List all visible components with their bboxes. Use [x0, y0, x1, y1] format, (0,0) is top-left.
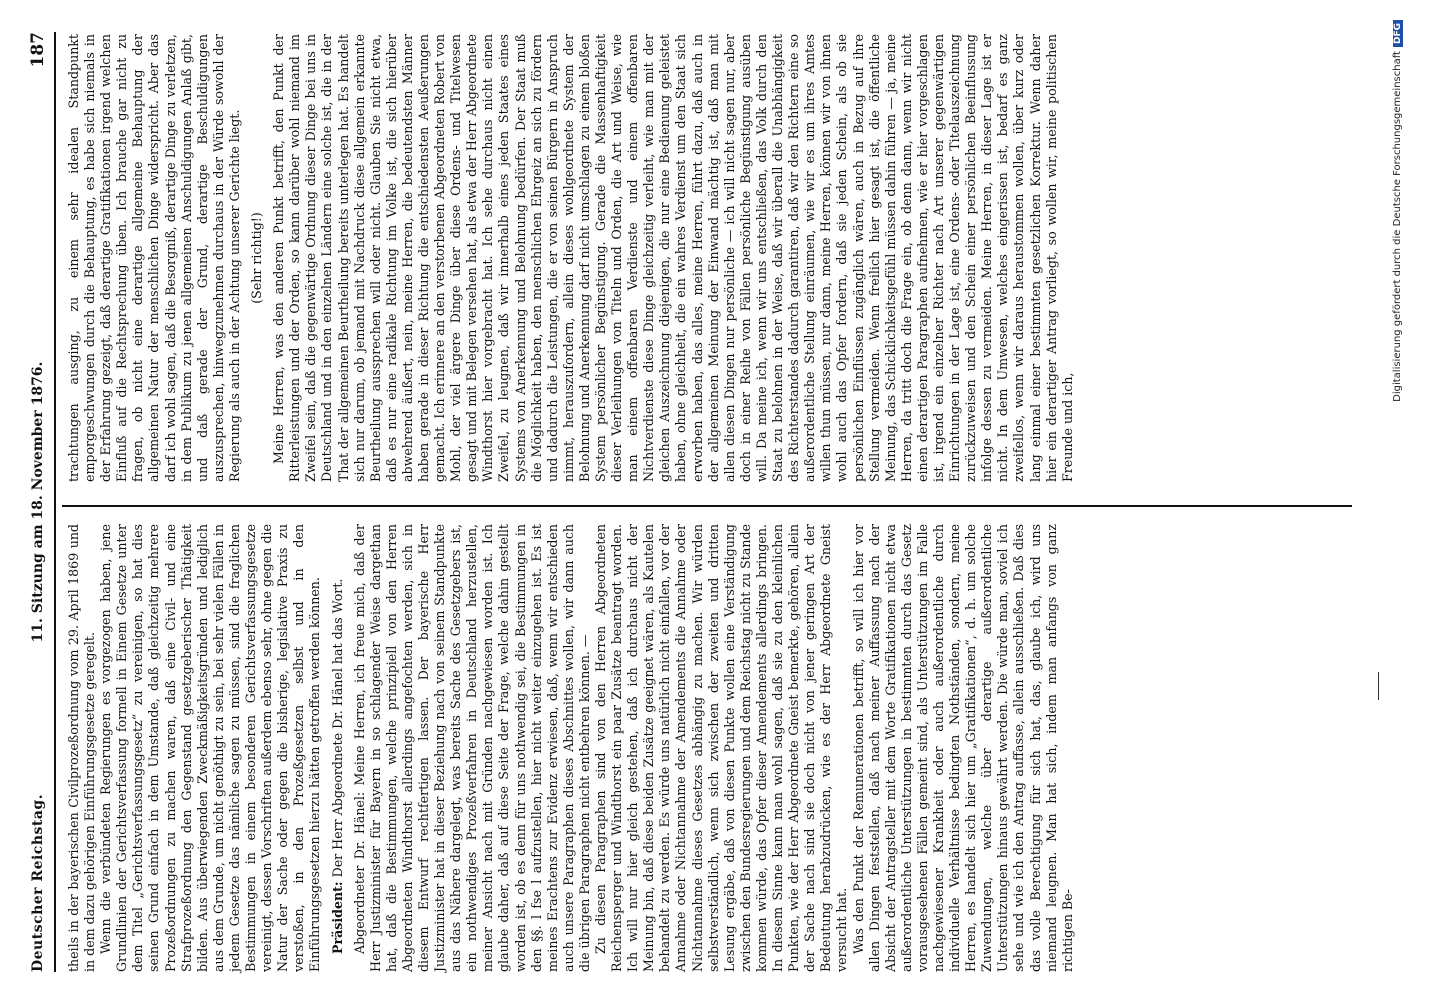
left-paragraph-2: Wenn die verbündeten Regierungen es vorgezogen haben, jene Grundlinien der Gerichtsverfassung formell in Einem Gesetze unter dem Titel „Gerichtsverfassungsgesetz“ zu vereinigen, so hat dies seinen Grund einfach in dem Umstande, daß gleichzeitig mehrere Prozeßordnungen zu machen waren, daß eine Civil- und eine Strafprozeßordnung den Gegenstand gesetzgeberischer Thätigkeit bilden. Aus überwiegenden Zweckmäßigkeitsgründen und lediglich aus dem Grunde, um nicht genöthigt zu sein, bei sehr vielen Fällen in jedem Gesetze das nämliche sagen zu müssen, sind die fraglichen Bestimmungen in einem besonderen Gerichtsverfassungsgesetze vereinigt, dessen Vorschriften außerdem ebenso sehr, ohne gegen die Natur der Sache oder gegen die bisherige, legislative Praxis zu verstoßen, in den Prozeßgesetzen selbst und in den Einführungsgesetzen hierzu hätten getroffen werden können. — [98, 524, 323, 972]
right-paragraph-1: trachtungen ausging, zu einem sehr idealen Standpunkt emporgeschwungen durch die Behauptung, es habe sich niemals in der Erfahrung gezeigt, daß derartige Gratifikationen irgend welchen Einfluß auf die Rechtsprechung üben. Ich brauche gar nicht zu fragen, ob nicht eine derartige allgemeine Behauptung der allgemeinen Natur der menschlichen Dinge widerspricht. Aber das darf ich wohl sagen, daß die Besorgniß, derartige Dinge zu verletzen, in dem Publikum zu jenen allgemeinen Anschuldigungen Anlaß gibt, und daß gerade der Grund, derartige Beschuldigungen auszusprechen, hinwegzunehmen durchaus in der Würde sowohl der Regierung als auch in der Achtung unserer Gerichte liegt. — [66, 34, 242, 482]
right-column — [66, 34, 1076, 482]
left-paragraph-1: theils in der bayerischen Civilprozeßordnung vom 29. April 1869 und in dem dazu gehörigen Einführungsgesetze geregelt. — [66, 524, 98, 972]
president-text: Der Herr Abgeordnete Dr. Hänel hat das Wort. — [329, 578, 345, 878]
left-column — [66, 524, 1076, 972]
applause-note: (Sehr richtig!) — [249, 212, 265, 304]
left-paragraph-5: Was den Punkt der Remunerationen betrifft, so will ich hier vor allen Dingen feststellen, daß nach meiner Auffassung nach der Absicht der Antragsteller mit dem Worte Gratifikationen nicht etwa außerordentliche Unterstützungen in bestimmten durch das Gesetz vorausgesehenen Fällen gemeint sind, als Unterstützungen im Falle nachgewiesener Krankheit oder auch außerordentliche durch individuelle Verhältnisse bedingten Nothständen, sondern, meine Herren, es handelt sich hier um „Gratifikationen“, d. h. um solche Zuwendungen, welche über derartige außerordentliche Unterstützungen hinaus gewährt werden. Die würde man, soviel ich sehe und wie ich den Antrag auffasse, allein ausschließen. Daß dies das volle Berechtigung für sich hat, das, glaube ich, wird uns niemand leugnen. Man hat sich, indem man anfangs von ganz richtigen Be- — [850, 524, 1075, 972]
president-statement — [330, 524, 346, 972]
left-paragraph-3: Abgeordneter Dr. Hänel: Meine Herren, ich freue mich, daß der Herr Justizminister für Bayern in so schlagender Weise dargethan hat, daß die Bestimmungen, welche prinzipiell von den Herren Abgeordneten Windthorst allerdings angefochten werden, sich in diesem Entwurf rechtfertigen lassen. Der bayerische Herr Justizminister hat in dieser Beziehung nach von seinem Standpunkte aus das Nähere dargelegt, was bereits Sache des Gesetzgebers ist, ein nothwendiges Prozeßverfahren in Deutschland herzustellen, meiner Ansicht nach mit Gründen nachgewiesen worden ist. Ich glaube daher, daß auf diese Seite der Frage, welche dahin gestellt worden ist, ob es denn für uns nothwendig sei, die Bestimmungen in den §§. l fse l aufzustellen, hier nicht weiter einzugehen ist. Es ist meines Erachtens zur Evidenz erwiesen, daß, wenn wir entschieden auch unsere Paragraphen dieses Abschnittes wollen, wir dann auch die übrigen Paragraphen nicht entbehren können. — — [351, 524, 592, 972]
credit-text: Digitalisierung gefördert durch die Deutsche Forschungsgemeinschaft — [1392, 51, 1403, 402]
session-title: 11. Sitzung am 18. November 1876. — [30, 361, 46, 643]
page-number: 187 — [28, 32, 48, 68]
page-header — [28, 32, 56, 972]
scan-mark — [1378, 672, 1379, 700]
left-paragraph-4: Zu diesen Paragraphen sind von den Herren Abgeordneten Reichensperger und Windthorst ein paar Zusätze beantragt worden. Ich will nur hier gleich gestehen, daß ich durchaus nicht der Meinung bin, daß diese beiden Zusätze geeignet wären, als Kautelen behandelt zu werden. Es würde uns natürlich nicht einfallen, vor der Annahme oder Nichtannahme der Amendements die Annahme oder Nichtannahme dieses Gesetzes abhängig zu machen. Wir würden selbstverständlich, wenn sich zwischen der zweiten und dritten Lesung ergäbe, daß von diesen Punkte wollen eine Verständigung zwischen den Bundesregierungen und dem Reichstag nicht zu Stande kommen würde, das Opfer dieser Amendements allerdings bringen. In diesem Sinne kann man wohl sagen, daß sie zu den kleinlichen Punkten, wie der Herr Abgeordnete Gneist bemerkte, gehören, allein der Sache nach sind sie doch nicht von jener geringen Art der Bedeutung herabzudrücken, wie es der Herr Abgeordnete Gneist versucht hat. — [593, 524, 850, 972]
journal-title: Deutscher Reichstag. — [30, 793, 46, 972]
digitization-credit — [1392, 20, 1403, 440]
right-paragraph-2: Meine Herren, was den anderen Punkt betrifft, den Punkt der Ritterleistungen und der Orden, so kann darüber wohl niemand im Zweifel sein, daß die gegenwärtige Ordnung dieser Dinge bei uns in Deutschland und in den einzelnen Ländern eine solche ist, die in der That der allgemeinen Beurtheilung bereits unterlegen hat. Es handelt sich nur darum, ob jemand mit Nachdruck diese allgemein erkannte Beurtheilung aussprechen will oder nicht. Glauben Sie nicht etwa, daß es nur eine radikale Richtung im Volke ist, die sich hierüber abwehrend äußert, nein, meine Herren, die bedeutendsten Männer haben gerade in dieser Richtung die entschiedensten Aeußerungen gemacht. Ich erinnere an den verstorbenen Abgeordneten Robert von Mohl, der viel ärgere Dinge über diese Ordens- und Titelwesen gesagt und mit Belegen versehen hat, als etwa der Herr Abgeordnete Windthorst hier vorgebracht hat. Ich sehe durchaus nicht einen Zweifel, zu leugnen, daß wir innerhalb eines jeden Staates eines Systems von Anerkennung und Belohnung bedürfen. Der Staat muß die Möglichkeit haben, den menschlichen Ehrgeiz an sich zu fördern und dadurch die Leistungen, die er von seinen Bürgern in Anspruch nimmt, herauszufordern, allein dieses wohlgeordnete System der Belohnung und Anerkennung darf nicht umschlagen zu einem bloßen System persönlicher Begünstigung. Gerade die Massenhaftigkeit dieser Verleihungen von Titeln und Orden, die Art und Weise, wie man einem offenbaren Verdienste und einem offenbaren Nichtverdienste diese Dinge gleichzeitig verleiht, wie man mit der gleichen Auszeichnung diejenigen, die nur eine Bedienung geleistet haben, ohne gleichheit, die ein wahres Verdienst um den Staat sich erworben haben, das alles, meine Herren, führt dazu, daß auch in der allgemeinen Meinung der Einwand mächtig ist, daß man mit allen diesen Dingen nur persönliche — ich will nicht sagen nur, aber doch in einer Reihe von Fällen persönliche Begünstigung ausüben will. Da meine ich, wenn wir uns entschließen, das Volk durch den Staat zu belohnen in der Weise, daß wir überall die Unabhängigkeit des Richterstandes dadurch garantiren, daß wir den Richtern eine so außerordentliche Stellung einräumen, wie wir es um ihres Amtes willen thun müssen, nur dann, meine Herren, können wir von ihnen wohl auch das Opfer fordern, daß sie jeden Schein, als ob sie persönlichen Einflüssen zugänglich wären, auch in Bezug auf ihre Stellung vermeiden. Wenn freilich hier gesagt ist, die öffentliche Meinung, das Schicklichkeitsgefühl müssen dahin führen — ja, meine Herren, da tritt doch die Frage ein, ob denn dann, wenn wir nicht einen derartigen Paragraphen aufnehmen, wie er hier vorgeschlagen ist, irgend ein einzelner Richter nach Art unserer gegenwärtigen Einrichtungen in der Lage ist, eine Ordens- oder Titelauszeichnung zurückzuweisen und den Schein einer persönlichen Beeinflussung infolge dessen zu vermeiden. Meine Herren, in dieser Lage ist er nicht. In dem Umwesen, welches eingerissen ist, bedarf es ganz zweifellos, wenn wir daraus heraustommen wollen, über kurz oder lang einmal einer bestimmten gesetzlichen Korrektur. Wenn daher hier ein derartiger Antrag vorliegt, so wollen wir, meine politischen Freunde und ich, — [271, 34, 1075, 482]
dfg-logo: DFG — [1393, 20, 1403, 47]
speaker-label: Präsident: — [329, 881, 345, 954]
column-divider — [62, 505, 1352, 507]
